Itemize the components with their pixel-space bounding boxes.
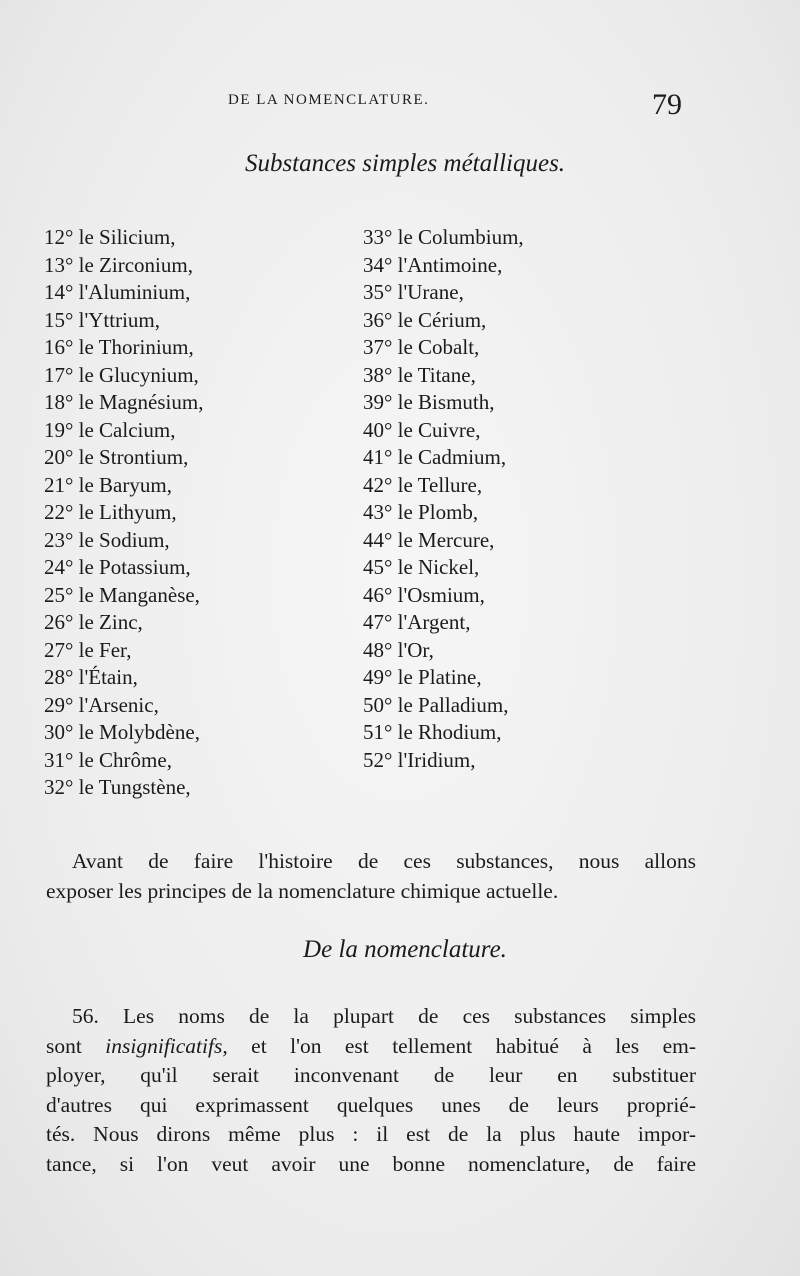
paragraph-line-2b: et l'on est tellement habitué à les em- (251, 1033, 697, 1058)
element-list-item: 21° le Baryum, (44, 472, 172, 497)
intro-line-1: Avant de faire l'histoire de ces substances, nous allons (72, 849, 696, 873)
element-list-item: 39° le Bismuth, (363, 390, 495, 414)
element-list-item: 24° le Potassium, (44, 555, 191, 579)
paragraph-line-1: 56. Les noms de la plupart de ces substances simples (72, 1004, 696, 1028)
element-list-item: 42° le Tellure, (363, 472, 483, 497)
element-list-item: 37° le Cobalt, (363, 335, 480, 359)
section-title: Substances simples métalliques. (244, 150, 566, 177)
element-list-item: 28° l'Étain, (44, 665, 138, 689)
paragraph-line-3: ployer, qu'il serait inconvenant de leur en substituer (46, 1063, 696, 1088)
element-list-item: 40° le Cuivre, (363, 417, 481, 442)
element-list-item: 26° le Zinc, (44, 610, 143, 634)
element-list-item: 49° le Platine, (363, 665, 482, 689)
element-list-item: 35° l'Urane, (363, 280, 464, 304)
element-list-item: 38° le Titane, (363, 362, 476, 387)
intro-paragraph (46, 847, 696, 906)
intro-line-2: exposer les principes de la nomenclature chimique actuelle. (46, 878, 559, 903)
element-list-item: 31° le Chrôme, (44, 747, 172, 772)
element-list-item: 51° le Rhodium, (363, 720, 502, 744)
element-list-item: 52° l'Iridium, (363, 747, 476, 772)
element-list-item: 44° le Mercure, (363, 527, 495, 552)
paragraph-line-2a: sont (46, 1033, 82, 1058)
element-list-item: 45° le Nickel, (363, 555, 480, 579)
element-list-item: 20° le Strontium, (44, 445, 189, 469)
element-list-item: 29° l'Arsenic, (44, 692, 159, 717)
paragraph-56 (46, 1002, 696, 1180)
element-list-item: 22° le Lithyum, (44, 500, 177, 524)
element-list-right (363, 224, 524, 774)
element-list-item: 41° le Cadmium, (363, 445, 507, 469)
element-list-left (44, 224, 203, 802)
element-list-item: 32° le Tungstène, (44, 775, 191, 799)
element-list-item: 50° le Palladium, (363, 692, 509, 717)
element-list-item: 27° le Fer, (44, 637, 132, 662)
element-list-item: 34° l'Antimoine, (363, 252, 503, 277)
element-list-item: 14° l'Aluminium, (44, 280, 191, 304)
element-list-item: 16° le Thorinium, (44, 335, 194, 359)
paragraph-line-5: tés. Nous dirons même plus : il est de la plus haute impor- (46, 1122, 696, 1147)
element-list-item: 23° le Sodium, (44, 527, 170, 552)
element-list-item: 19° le Calcium, (44, 417, 176, 442)
element-list-item: 47° l'Argent, (363, 610, 471, 634)
element-list-item: 48° l'Or, (363, 637, 434, 662)
element-list-item: 30° le Molybdène, (44, 720, 200, 744)
paragraph-line-4: d'autres qui exprimassent quelques unes de leurs proprié- (46, 1092, 696, 1117)
paragraph-line-6: tance, si l'on veut avoir une bonne nomenclature, de faire (46, 1151, 696, 1176)
element-list-item: 13° le Zirconium, (44, 252, 193, 277)
running-head: DE LA NOMENCLATURE. (228, 92, 430, 108)
element-list-item: 18° le Magnésium, (44, 390, 204, 414)
paragraph-line-2-italic: insignificatifs, (105, 1033, 228, 1058)
element-list-item: 33° le Columbium, (363, 225, 524, 249)
page-number: 79 (652, 88, 682, 121)
element-list-item: 17° le Glucynium, (44, 362, 199, 387)
element-list-item: 43° le Plomb, (363, 500, 479, 524)
element-list-item: 36° le Cérium, (363, 307, 487, 332)
element-list-item: 25° le Manganèse, (44, 582, 200, 607)
element-list-item: 15° l'Yttrium, (44, 307, 161, 332)
element-list-item: 46° l'Osmium, (363, 582, 485, 607)
subsection-title: De la nomenclature. (303, 936, 507, 963)
element-list-item: 12° le Silicium, (44, 225, 176, 249)
